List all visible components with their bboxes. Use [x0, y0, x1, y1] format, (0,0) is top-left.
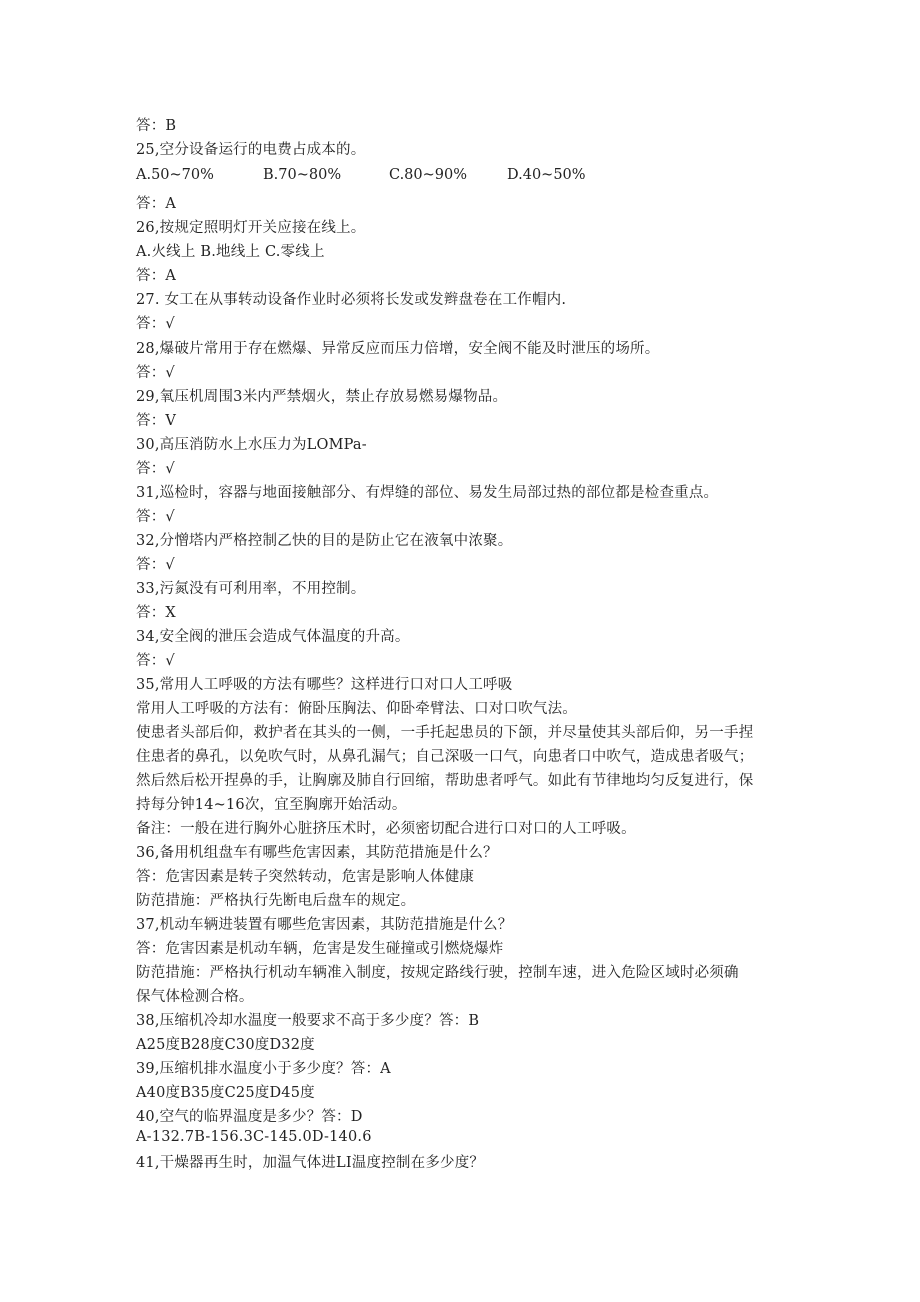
- question-35: 35,常用人工呼吸的方法有哪些？这样进行口对口人工呼吸: [136, 677, 513, 693]
- answer-29: 答：V: [136, 413, 177, 429]
- answer-31: 答：√: [136, 509, 175, 525]
- question-39: 39,压缩机排水温度小于多少度？答：A: [136, 1061, 391, 1077]
- measures-37-line-2: 保气体检测合格。: [136, 989, 254, 1005]
- question-30: 30,高压消防水上水压力为LOMPa-: [136, 437, 367, 453]
- note-35: 备注：一般在进行胸外心脏挤压术时，必须密切配合进行口对口的人工呼吸。: [136, 821, 636, 837]
- option-c: C.80~90%: [389, 167, 468, 183]
- answer-35-text-2: 住患者的鼻孔，以免吹气时，从鼻孔漏气；自己深吸一口气，向患者口中吹气，造成患者吸气；: [136, 749, 754, 765]
- question-38: 38,压缩机冷却水温度一般要求不高于多少度？答：B: [136, 1013, 480, 1029]
- question-40: 40,空气的临界温度是多少？答：D: [136, 1109, 363, 1125]
- question-34: 34,安全阀的泄压会造成气体温度的升高。: [136, 629, 410, 645]
- options-38: A25度B28度C30度D32度: [136, 1037, 315, 1053]
- answer-36: 答：危害因素是转子突然转动，危害是影响人体健康: [136, 869, 475, 885]
- answer-35-text-1: 使患者头部后仰，救护者在其头的一侧，一手托起患员的下颌，并尽量使其头部后仰，另一手捏: [136, 725, 754, 741]
- answer-28: 答：√: [136, 365, 175, 381]
- question-31: 31,巡检时，容器与地面接触部分、有焊缝的部位、易发生局部过热的部位都是检查重点。: [136, 485, 719, 501]
- option-b: B.70~80%: [263, 167, 342, 183]
- answer-34: 答：√: [136, 653, 175, 669]
- answer-33: 答：X: [136, 605, 176, 621]
- options-39: A40度B35度C25度D45度: [136, 1085, 315, 1101]
- options-26: A.火线上 B.地线上 C.零线上: [136, 244, 325, 260]
- answer-32: 答：√: [136, 557, 175, 573]
- question-37: 37,机动车辆进装置有哪些危害因素，其防范措施是什么？: [136, 917, 513, 933]
- answer-35-methods: 常用人工呼吸的方法有：俯卧压胸法、仰卧牵臂法、口对口吹气法。: [136, 701, 577, 717]
- answer-35-text-3: 然后然后松开捏鼻的手，让胸廓及肺自行回缩，帮助患者呼气。如此有节律地均匀反复进行，保: [136, 773, 754, 789]
- question-33: 33,污氮没有可利用率，不用控制。: [136, 581, 366, 597]
- question-27: 27. 女工在从事转动设备作业时必须将长发或发辫盘卷在工作帽内.: [136, 292, 567, 308]
- answer-24: 答：B: [136, 118, 177, 134]
- question-29: 29,氧压机周围3米内严禁烟火，禁止存放易燃易爆物品。: [136, 389, 508, 405]
- answer-26: 答：A: [136, 268, 177, 284]
- measures-36: 防范措施：严格执行先断电后盘车的规定。: [136, 893, 416, 909]
- option-a: A.50~70%: [136, 167, 214, 183]
- answer-35-text-4: 持每分钟14~16次，宜至胸廓开始活动。: [136, 797, 407, 813]
- options-25: [136, 166, 696, 184]
- question-25: 25,空分设备运行的电费占成本的。: [136, 142, 366, 158]
- options-40: A-132.7B-156.3C-145.0D-140.6: [136, 1129, 372, 1145]
- measures-37-line-1: 防范措施：严格执行机动车辆准入制度，按规定路线行驶，控制车速，进入危险区域时必须确: [136, 965, 739, 981]
- answer-37: 答：危害因素是机动车辆，危害是发生碰撞或引燃烧爆炸: [136, 941, 504, 957]
- question-32: 32,分憎塔内严格控制乙快的目的是防止它在液氧中浓聚。: [136, 533, 513, 549]
- question-36: 36,备用机组盘车有哪些危害因素，其防范措施是什么？: [136, 845, 498, 861]
- question-26: 26,按规定照明灯开关应接在线上。: [136, 220, 366, 236]
- answer-30: 答：√: [136, 461, 175, 477]
- question-28: 28,爆破片常用于存在燃爆、异常反应而压力倍增，安全阀不能及时泄压的场所。: [136, 341, 660, 357]
- answer-25: 答：A: [136, 196, 177, 212]
- question-41: 41,干燥器再生时，加温气体进LI温度控制在多少度？: [136, 1155, 485, 1171]
- option-d: D.40~50%: [507, 167, 586, 183]
- answer-27: 答：√: [136, 316, 175, 332]
